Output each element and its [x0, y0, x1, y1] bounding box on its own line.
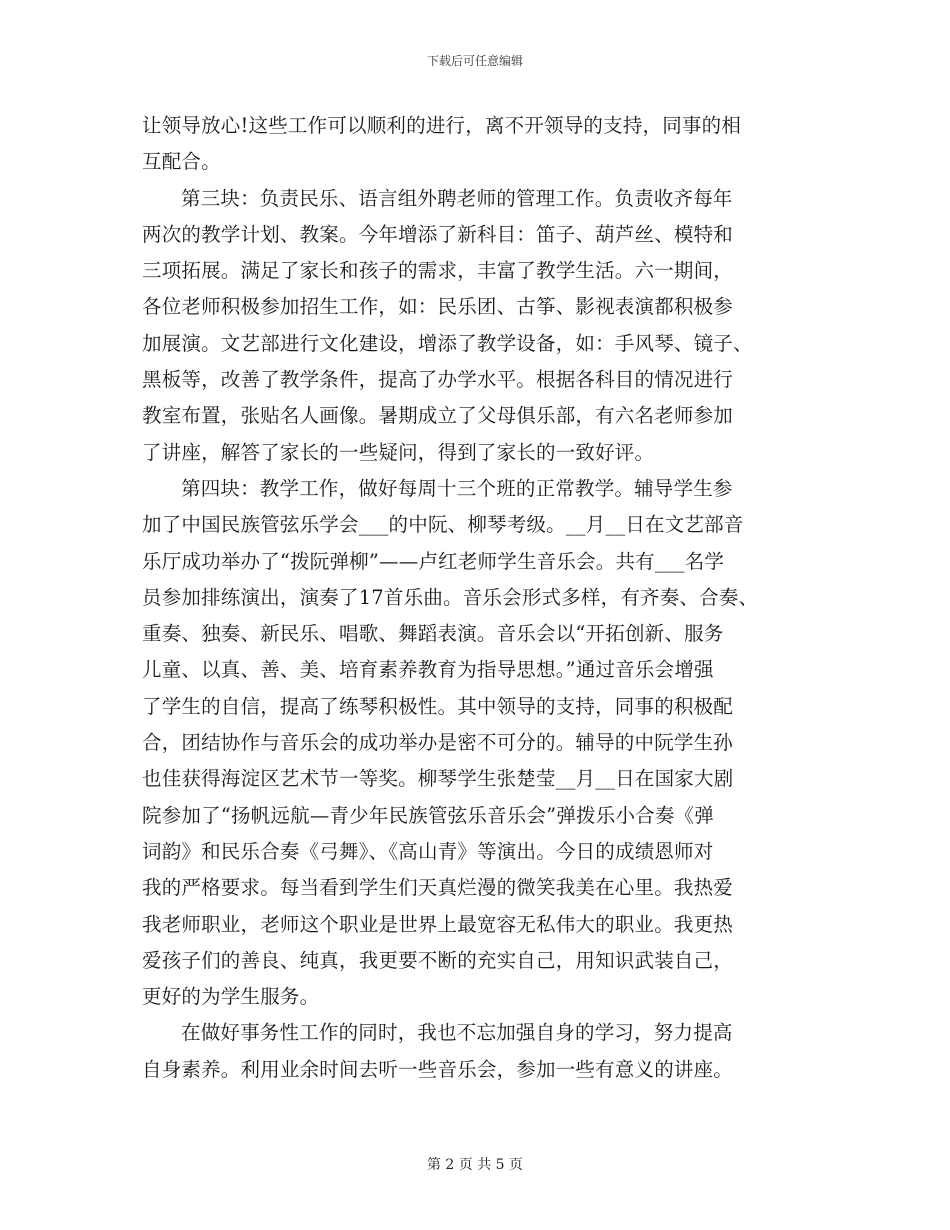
text-line: 教室布置，张贴名人画像。暑期成立了父母俱乐部，有六名老师参加	[142, 404, 734, 428]
text-line: 合，团结协作与音乐会的成功举办是密不可分的。辅导的中阮学生孙	[142, 731, 734, 755]
paragraph-first-line: 第三块：负责民乐、语言组外聘老师的管理工作。负责收齐每年	[181, 186, 733, 210]
page-header-note: 下载后可任意编辑	[426, 54, 523, 68]
document-body	[142, 108, 812, 1088]
text-line: 加展演。文艺部进行文化建设，增添了教学设备，如：手风琴、镜子、	[142, 331, 753, 355]
text-line: 我老师职业，老师这个职业是世界上最宽容无私伟大的职业。我更热	[142, 912, 734, 936]
text-line: 院参加了“扬帆远航—青少年民族管弦乐音乐会”弹拨乐小合奏《弹	[142, 803, 714, 827]
text-line: 让领导放心!这些工作可以顺利的进行，离不开领导的支持，同事的相	[142, 114, 742, 137]
text-line: 各位老师积极参加招生工作，如：民乐团、古筝、影视表演都积极参	[142, 295, 734, 319]
text-line: 我的严格要求。每当看到学生们天真烂漫的微笑我美在心里。我热爱	[142, 876, 734, 900]
text-line: 儿童、以真、善、美、培育素养教育为指导思想。”通过音乐会增强	[142, 658, 714, 682]
text-line: 了讲座，解答了家长的一些疑问，得到了家长的一致好评。	[142, 440, 655, 464]
text-line: 更好的为学生服务。	[142, 985, 320, 1009]
text-line: 黑板等，改善了教学条件，提高了办学水平。根据各科目的情况进行	[142, 368, 734, 392]
paragraph-first-line: 第四块：教学工作，做好每周十三个班的正常教学。辅导学生参	[181, 476, 733, 500]
text-line: 乐厅成功举办了“拨阮弹柳”——卢红老师学生音乐会。共有___名学	[142, 549, 725, 573]
page-number-footer: 第 2 页 共 5 页	[426, 1157, 524, 1173]
text-line: 词韵》和民乐合奏《弓舞》、《高山青》等演出。今日的成绩恩师对	[142, 839, 714, 863]
text-line: 互配合。	[142, 150, 221, 174]
paragraph-first-line: 在做好事务性工作的同时，我也不忘加强自身的学习，努力提高	[181, 1021, 733, 1045]
text-line: 爱孩子们的善良、纯真，我更要不断的充实自己，用知识武装自己，	[142, 948, 734, 972]
text-line: 两次的教学计划、教案。今年增添了新科目：笛子、葫芦丝、模特和	[142, 222, 734, 246]
text-line: 重奏、独奏、新民乐、唱歌、舞蹈表演。音乐会以“开拓创新、服务	[142, 622, 724, 646]
text-line: 了学生的自信，提高了练琴积极性。其中领导的支持，同事的积极配	[142, 694, 734, 718]
text-line: 员参加排练演出，演奏了17首乐曲。音乐会形式多样，有齐奏、合奏、	[142, 585, 759, 609]
text-line: 也佳获得海淀区艺术节一等奖。柳琴学生张楚莹__月__日在国家大剧	[142, 767, 734, 791]
text-line: 三项拓展。满足了家长和孩子的需求，丰富了教学生活。六一期间，	[142, 259, 734, 283]
text-line: 加了中国民族管弦乐学会___的中阮、柳琴考级。__月__日在文艺部音	[142, 513, 744, 537]
text-line: 自身素养。利用业余时间去听一些音乐会，参加一些有意义的讲座。	[142, 1057, 734, 1081]
